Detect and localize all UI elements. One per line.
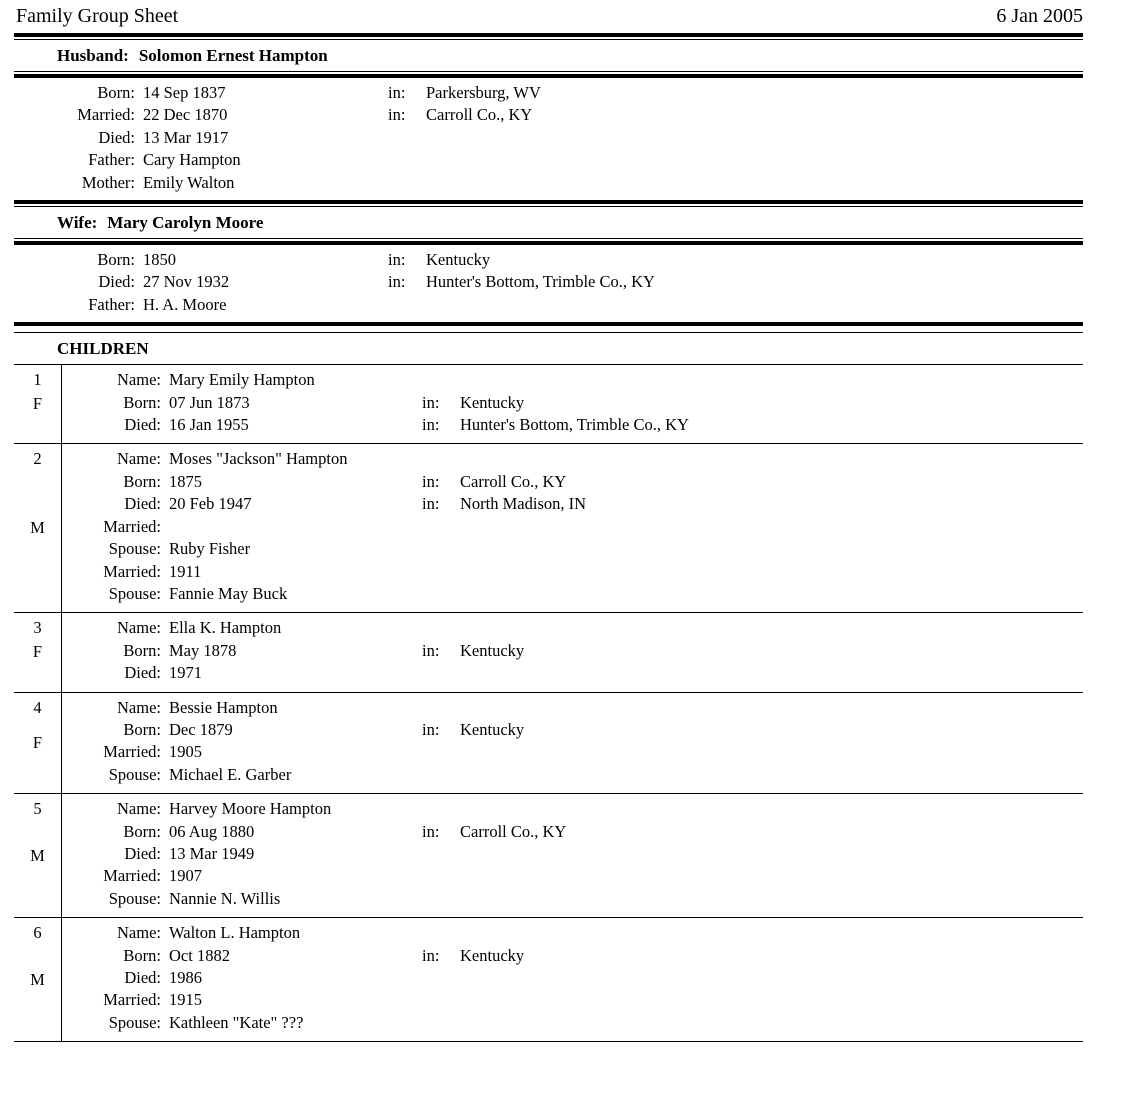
fact-label: Died: xyxy=(124,494,161,514)
fact-place: Carroll Co., KY xyxy=(460,471,567,491)
fact-label: Born: xyxy=(97,83,135,102)
fact-line xyxy=(62,414,1083,436)
child-number: 3 xyxy=(33,618,42,638)
child-facts xyxy=(62,794,1083,917)
fact-place xyxy=(460,369,1083,391)
child-number-cell xyxy=(14,918,62,1041)
fact-place xyxy=(426,172,1083,194)
fact-label: Name: xyxy=(117,799,161,819)
fact-label: Married: xyxy=(77,105,135,125)
fact-line xyxy=(62,945,1083,967)
fact-value: 1907 xyxy=(169,866,202,886)
fact-line xyxy=(14,249,1083,271)
children-table xyxy=(14,364,1083,1042)
fact-label: Born: xyxy=(123,821,161,841)
divider-thick xyxy=(14,33,1083,37)
child-number-cell xyxy=(14,444,62,612)
child-facts xyxy=(62,918,1083,1041)
fact-in-label: in: xyxy=(388,105,406,125)
fact-label: Born: xyxy=(123,945,161,965)
fact-value: 06 Aug 1880 xyxy=(169,821,255,841)
fact-value: 1905 xyxy=(169,742,202,762)
fact-value: Moses "Jackson" Hampton xyxy=(169,449,348,469)
fact-place xyxy=(460,697,1083,719)
child-facts xyxy=(62,613,1083,691)
fact-place xyxy=(460,516,1083,538)
fact-label: Born: xyxy=(123,392,161,412)
fact-label: Died: xyxy=(124,843,161,863)
fact-in-label xyxy=(422,967,452,989)
wife-section-label: Wife: xyxy=(57,213,98,233)
fact-value: May 1878 xyxy=(169,640,237,660)
divider-thin xyxy=(14,71,1083,72)
fact-in-label xyxy=(422,1012,452,1034)
fact-value: 1911 xyxy=(169,561,202,581)
fact-line xyxy=(62,697,1083,719)
fact-place xyxy=(426,294,1083,316)
fact-label: Died: xyxy=(124,968,161,987)
fact-label: Born: xyxy=(123,640,161,660)
fact-in-label xyxy=(422,538,452,560)
fact-place: Kentucky xyxy=(426,250,491,270)
fact-line xyxy=(62,392,1083,414)
fact-in-label xyxy=(422,697,452,719)
child-facts xyxy=(62,444,1083,612)
fact-label: Born: xyxy=(97,250,135,270)
fact-in-label xyxy=(422,888,452,910)
fact-place xyxy=(460,922,1083,944)
fact-label: Died: xyxy=(98,272,135,292)
fact-place xyxy=(460,764,1083,786)
wife-name: Mary Carolyn Moore xyxy=(107,213,264,233)
fact-in-label: in: xyxy=(422,719,440,739)
husband-name: Solomon Ernest Hampton xyxy=(138,46,328,65)
fact-line xyxy=(62,369,1083,391)
husband-section-label: Husband: xyxy=(57,46,129,65)
child-row xyxy=(14,365,1083,444)
fact-place: Carroll Co., KY xyxy=(460,821,567,841)
fact-in-label xyxy=(422,764,452,786)
fact-place: Kentucky xyxy=(460,640,525,660)
page-date: 6 Jan 2005 xyxy=(996,5,1083,27)
fact-label: Name: xyxy=(117,697,161,717)
fact-line xyxy=(14,127,1083,149)
fact-value xyxy=(169,516,414,538)
fact-place xyxy=(460,989,1083,1011)
child-sex: M xyxy=(30,845,45,865)
fact-in-label: in: xyxy=(422,471,440,491)
fact-place: Kentucky xyxy=(460,945,525,965)
fact-place xyxy=(426,149,1083,171)
fact-line xyxy=(62,561,1083,583)
fact-line xyxy=(62,538,1083,560)
fact-value: 1850 xyxy=(143,250,176,270)
fact-line xyxy=(14,271,1083,293)
fact-in-label xyxy=(422,516,452,538)
fact-place xyxy=(460,617,1083,639)
child-number-cell xyxy=(14,365,62,443)
fact-line xyxy=(14,82,1083,104)
child-row xyxy=(14,444,1083,613)
husband-facts xyxy=(14,78,1083,200)
fact-line xyxy=(14,104,1083,126)
fact-in-label xyxy=(422,865,452,887)
child-sex: M xyxy=(30,969,45,989)
fact-in-label xyxy=(422,369,452,391)
child-number: 2 xyxy=(33,449,42,469)
fact-place xyxy=(426,127,1083,149)
fact-line xyxy=(62,865,1083,887)
fact-line xyxy=(62,843,1083,865)
fact-value: 13 Mar 1917 xyxy=(143,127,229,147)
fact-place: Carroll Co., KY xyxy=(426,105,533,125)
child-facts xyxy=(62,365,1083,443)
fact-line xyxy=(62,967,1083,989)
fact-label: Died: xyxy=(98,127,135,147)
fact-label: Name: xyxy=(117,618,161,638)
fact-line xyxy=(62,821,1083,843)
fact-place xyxy=(460,843,1083,865)
fact-line xyxy=(14,172,1083,194)
fact-line xyxy=(62,493,1083,515)
fact-value: Ella K. Hampton xyxy=(169,618,282,638)
fact-line xyxy=(62,719,1083,741)
fact-label: Spouse: xyxy=(108,539,161,559)
fact-place xyxy=(460,888,1083,910)
fact-line xyxy=(62,617,1083,639)
fact-place: Hunter's Bottom, Trimble Co., KY xyxy=(426,272,655,292)
fact-value: Fannie May Buck xyxy=(169,583,288,603)
fact-line xyxy=(62,583,1083,605)
fact-value: Kathleen "Kate" ??? xyxy=(169,1012,304,1032)
fact-in-label xyxy=(422,662,452,684)
fact-in-label: in: xyxy=(422,821,440,841)
fact-label: Name: xyxy=(117,923,161,943)
fact-label: Married: xyxy=(103,516,161,536)
fact-in-label xyxy=(388,149,418,171)
fact-label: Married: xyxy=(103,561,161,581)
child-number: 6 xyxy=(33,923,42,943)
husband-header xyxy=(14,40,1083,71)
fact-line xyxy=(62,516,1083,538)
child-row xyxy=(14,693,1083,795)
fact-place xyxy=(460,538,1083,560)
fact-value: 1986 xyxy=(169,968,202,987)
fact-value: Cary Hampton xyxy=(143,150,241,170)
fact-label: Married: xyxy=(103,742,161,762)
fact-place: Parkersburg, WV xyxy=(426,83,541,102)
fact-label: Name: xyxy=(117,370,161,390)
fact-line xyxy=(62,922,1083,944)
fact-label: Spouse: xyxy=(108,764,161,784)
child-row xyxy=(14,918,1083,1042)
fact-label: Name: xyxy=(117,449,161,469)
fact-in-label xyxy=(422,843,452,865)
wife-header xyxy=(14,207,1083,238)
divider-thick xyxy=(14,322,1083,326)
child-sex: F xyxy=(32,394,43,414)
fact-place xyxy=(460,741,1083,763)
fact-line xyxy=(62,662,1083,684)
fact-label: Born: xyxy=(123,471,161,491)
fact-in-label: in: xyxy=(422,945,440,965)
child-sex: M xyxy=(30,518,45,538)
fact-line xyxy=(62,798,1083,820)
fact-label: Married: xyxy=(103,990,161,1010)
fact-value: Emily Walton xyxy=(143,172,235,192)
fact-in-label xyxy=(388,294,418,316)
fact-value: 1875 xyxy=(169,471,202,491)
fact-place xyxy=(460,798,1083,820)
fact-value: 1971 xyxy=(169,663,202,683)
fact-label: Married: xyxy=(103,866,161,886)
fact-place: Kentucky xyxy=(460,392,525,412)
fact-line xyxy=(62,764,1083,786)
fact-in-label: in: xyxy=(422,415,440,435)
fact-line xyxy=(62,888,1083,910)
fact-value: Mary Emily Hampton xyxy=(169,370,315,390)
fact-line xyxy=(62,741,1083,763)
fact-value: 27 Nov 1932 xyxy=(143,272,230,292)
fact-place: North Madison, IN xyxy=(460,494,587,514)
fact-in-label xyxy=(422,741,452,763)
fact-in-label xyxy=(388,127,418,149)
fact-place: Hunter's Bottom, Trimble Co., KY xyxy=(460,415,689,435)
fact-value: Michael E. Garber xyxy=(169,764,292,784)
fact-label: Father: xyxy=(88,294,135,314)
child-row xyxy=(14,613,1083,692)
page-header xyxy=(14,0,1083,33)
fact-label: Spouse: xyxy=(108,583,161,603)
fact-line xyxy=(62,471,1083,493)
fact-label: Died: xyxy=(124,415,161,435)
fact-place: Kentucky xyxy=(460,719,525,739)
children-header xyxy=(14,333,1083,364)
fact-value: Walton L. Hampton xyxy=(169,923,301,943)
fact-value: Ruby Fisher xyxy=(169,539,251,559)
divider-thick xyxy=(14,200,1083,204)
children-section-label: CHILDREN xyxy=(57,339,149,359)
page-title: Family Group Sheet xyxy=(16,5,179,27)
fact-value: 13 Mar 1949 xyxy=(169,843,255,863)
fact-in-label xyxy=(422,448,452,470)
fact-place xyxy=(460,1012,1083,1034)
fact-line xyxy=(62,1012,1083,1034)
fact-in-label xyxy=(422,617,452,639)
fact-in-label: in: xyxy=(388,272,406,292)
fact-line xyxy=(14,149,1083,171)
child-number-cell xyxy=(14,794,62,917)
fact-line xyxy=(62,640,1083,662)
fact-label: Father: xyxy=(88,150,135,170)
fact-in-label: in: xyxy=(388,83,406,102)
child-sex: F xyxy=(32,732,43,752)
child-number-cell xyxy=(14,693,62,794)
fact-value: Dec 1879 xyxy=(169,719,233,739)
fact-in-label xyxy=(388,172,418,194)
fact-value: Nannie N. Willis xyxy=(169,888,281,908)
fact-value: 07 Jun 1873 xyxy=(169,392,250,412)
fact-line xyxy=(62,989,1083,1011)
child-number: 4 xyxy=(33,697,42,717)
fact-value: H. A. Moore xyxy=(143,294,227,314)
child-number-cell xyxy=(14,613,62,691)
fact-value: Bessie Hampton xyxy=(169,697,278,717)
fact-place xyxy=(460,561,1083,583)
wife-facts xyxy=(14,245,1083,322)
fact-in-label xyxy=(422,561,452,583)
divider-thin xyxy=(14,238,1083,239)
fact-place xyxy=(460,583,1083,605)
fact-in-label xyxy=(422,798,452,820)
fact-value: 14 Sep 1837 xyxy=(143,83,226,102)
fact-label: Died: xyxy=(124,663,161,683)
fact-place xyxy=(460,865,1083,887)
fact-place xyxy=(460,967,1083,989)
fact-in-label xyxy=(422,922,452,944)
fact-label: Born: xyxy=(123,719,161,739)
fact-in-label: in: xyxy=(422,494,440,514)
fact-in-label: in: xyxy=(422,392,440,412)
fact-place xyxy=(460,448,1083,470)
fact-in-label: in: xyxy=(422,640,440,660)
fact-in-label xyxy=(422,989,452,1011)
child-sex: F xyxy=(32,642,43,662)
fact-label: Mother: xyxy=(81,172,135,192)
fact-value: 16 Jan 1955 xyxy=(169,415,249,435)
child-number: 1 xyxy=(33,370,42,390)
fact-line xyxy=(62,448,1083,470)
fact-value: 1915 xyxy=(169,990,202,1010)
child-facts xyxy=(62,693,1083,794)
fact-value: Oct 1882 xyxy=(169,945,230,965)
fact-label: Spouse: xyxy=(108,888,161,908)
fact-line xyxy=(14,294,1083,316)
fact-in-label xyxy=(422,583,452,605)
fact-label: Spouse: xyxy=(108,1012,161,1032)
fact-value: Harvey Moore Hampton xyxy=(169,799,332,819)
fact-place xyxy=(460,662,1083,684)
fact-value: 20 Feb 1947 xyxy=(169,494,252,514)
child-number: 5 xyxy=(33,799,42,819)
fact-value: 22 Dec 1870 xyxy=(143,105,228,125)
child-row xyxy=(14,794,1083,918)
fact-in-label: in: xyxy=(388,250,406,270)
